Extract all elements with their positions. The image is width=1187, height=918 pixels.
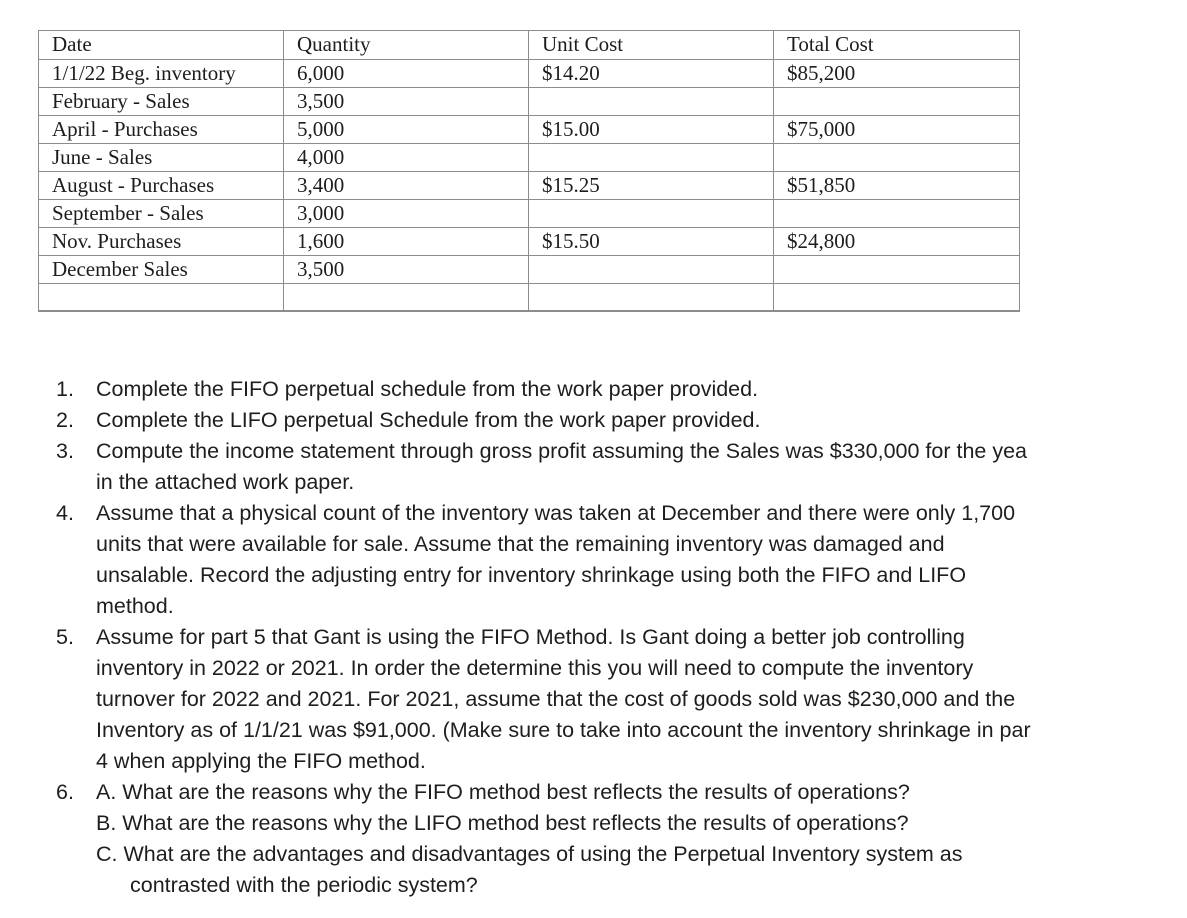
cell-quantity: 1,600	[284, 228, 529, 256]
cell-date: Nov. Purchases	[39, 228, 284, 256]
question-text-line: Complete the LIFO perpetual Schedule from the work paper provided.	[96, 408, 761, 432]
question-number: 2.	[56, 408, 74, 432]
table-row	[39, 60, 1020, 88]
cell-unit-cost	[529, 256, 774, 284]
cell-unit-cost	[529, 88, 774, 116]
cell-total-cost: $85,200	[774, 60, 1020, 88]
question-text-line: C. What are the advantages and disadvantages of using the Perpetual Inventory system as	[96, 842, 963, 866]
question-item	[0, 777, 1187, 901]
cell-total-cost	[774, 256, 1020, 284]
cell-quantity: 5,000	[284, 116, 529, 144]
cell-total-cost: $51,850	[774, 172, 1020, 200]
cell-unit-cost: $15.25	[529, 172, 774, 200]
cell-total-cost	[774, 284, 1020, 312]
cell-unit-cost	[529, 200, 774, 228]
cell-date	[39, 284, 284, 312]
cell-total-cost	[774, 144, 1020, 172]
question-text-line: Assume for part 5 that Gant is using the FIFO Method. Is Gant doing a better job controlling	[96, 625, 965, 649]
question-item	[0, 498, 1187, 622]
cell-quantity: 4,000	[284, 144, 529, 172]
question-text-line: method.	[96, 594, 174, 618]
inventory-table	[38, 30, 1020, 312]
cell-date: 1/1/22 Beg. inventory	[39, 60, 284, 88]
cell-date: June - Sales	[39, 144, 284, 172]
header-unit-cost: Unit Cost	[529, 31, 774, 60]
question-text-line: B. What are the reasons why the LIFO method best reflects the results of operations?	[96, 811, 909, 835]
table-row	[39, 256, 1020, 284]
cell-unit-cost: $15.50	[529, 228, 774, 256]
header-date: Date	[39, 31, 284, 60]
question-text-line: turnover for 2022 and 2021. For 2021, assume that the cost of goods sold was $230,000 and the	[96, 687, 1016, 711]
question-item	[0, 374, 1187, 405]
table-header-row	[39, 31, 1020, 60]
header-total-cost: Total Cost	[774, 31, 1020, 60]
question-text-line: A. What are the reasons why the FIFO method best reflects the results of operations?	[96, 780, 910, 804]
cell-quantity: 6,000	[284, 60, 529, 88]
cell-unit-cost: $14.20	[529, 60, 774, 88]
table-row	[39, 200, 1020, 228]
question-text-line: 4 when applying the FIFO method.	[96, 749, 426, 773]
cell-unit-cost: $15.00	[529, 116, 774, 144]
table-row	[39, 172, 1020, 200]
cell-total-cost: $75,000	[774, 116, 1020, 144]
table-row	[39, 228, 1020, 256]
cell-unit-cost	[529, 284, 774, 312]
table-row	[39, 116, 1020, 144]
cell-unit-cost	[529, 144, 774, 172]
question-text-line: in the attached work paper.	[96, 470, 355, 494]
cell-date: December Sales	[39, 256, 284, 284]
cell-quantity: 3,500	[284, 256, 529, 284]
question-number: 4.	[56, 501, 74, 525]
cell-date: April - Purchases	[39, 116, 284, 144]
question-text-line: unsalable. Record the adjusting entry for inventory shrinkage using both the FIFO and LIFO	[96, 563, 967, 587]
question-text-line: contrasted with the periodic system?	[130, 873, 478, 897]
header-quantity: Quantity	[284, 31, 529, 60]
question-number: 6.	[56, 780, 74, 804]
table-row	[39, 88, 1020, 116]
cell-date: September - Sales	[39, 200, 284, 228]
cell-quantity	[284, 284, 529, 312]
question-text-line: units that were available for sale. Assume that the remaining inventory was damaged and	[96, 532, 945, 556]
question-number: 5.	[56, 625, 74, 649]
question-list	[0, 374, 1187, 901]
cell-date: February - Sales	[39, 88, 284, 116]
question-item	[0, 622, 1187, 777]
table-row	[39, 144, 1020, 172]
cell-date: August - Purchases	[39, 172, 284, 200]
question-text-line: Compute the income statement through gross profit assuming the Sales was $330,000 for the yea	[96, 439, 1027, 463]
table-row-empty	[39, 284, 1020, 312]
question-number: 3.	[56, 439, 74, 463]
cell-quantity: 3,400	[284, 172, 529, 200]
cell-quantity: 3,500	[284, 88, 529, 116]
question-item	[0, 436, 1187, 498]
cell-total-cost: $24,800	[774, 228, 1020, 256]
question-text-line: Inventory as of 1/1/21 was $91,000. (Make sure to take into account the inventory shrinkage in par	[96, 718, 1031, 742]
cell-total-cost	[774, 88, 1020, 116]
question-text-line: Assume that a physical count of the inventory was taken at December and there were only 1,700	[96, 501, 1016, 525]
question-item	[0, 405, 1187, 436]
cell-total-cost	[774, 200, 1020, 228]
question-text-line: inventory in 2022 or 2021. In order the determine this you will need to compute the inventory	[96, 656, 974, 680]
question-number: 1.	[56, 377, 74, 401]
cell-quantity: 3,000	[284, 200, 529, 228]
question-text-line: Complete the FIFO perpetual schedule from the work paper provided.	[96, 377, 759, 401]
